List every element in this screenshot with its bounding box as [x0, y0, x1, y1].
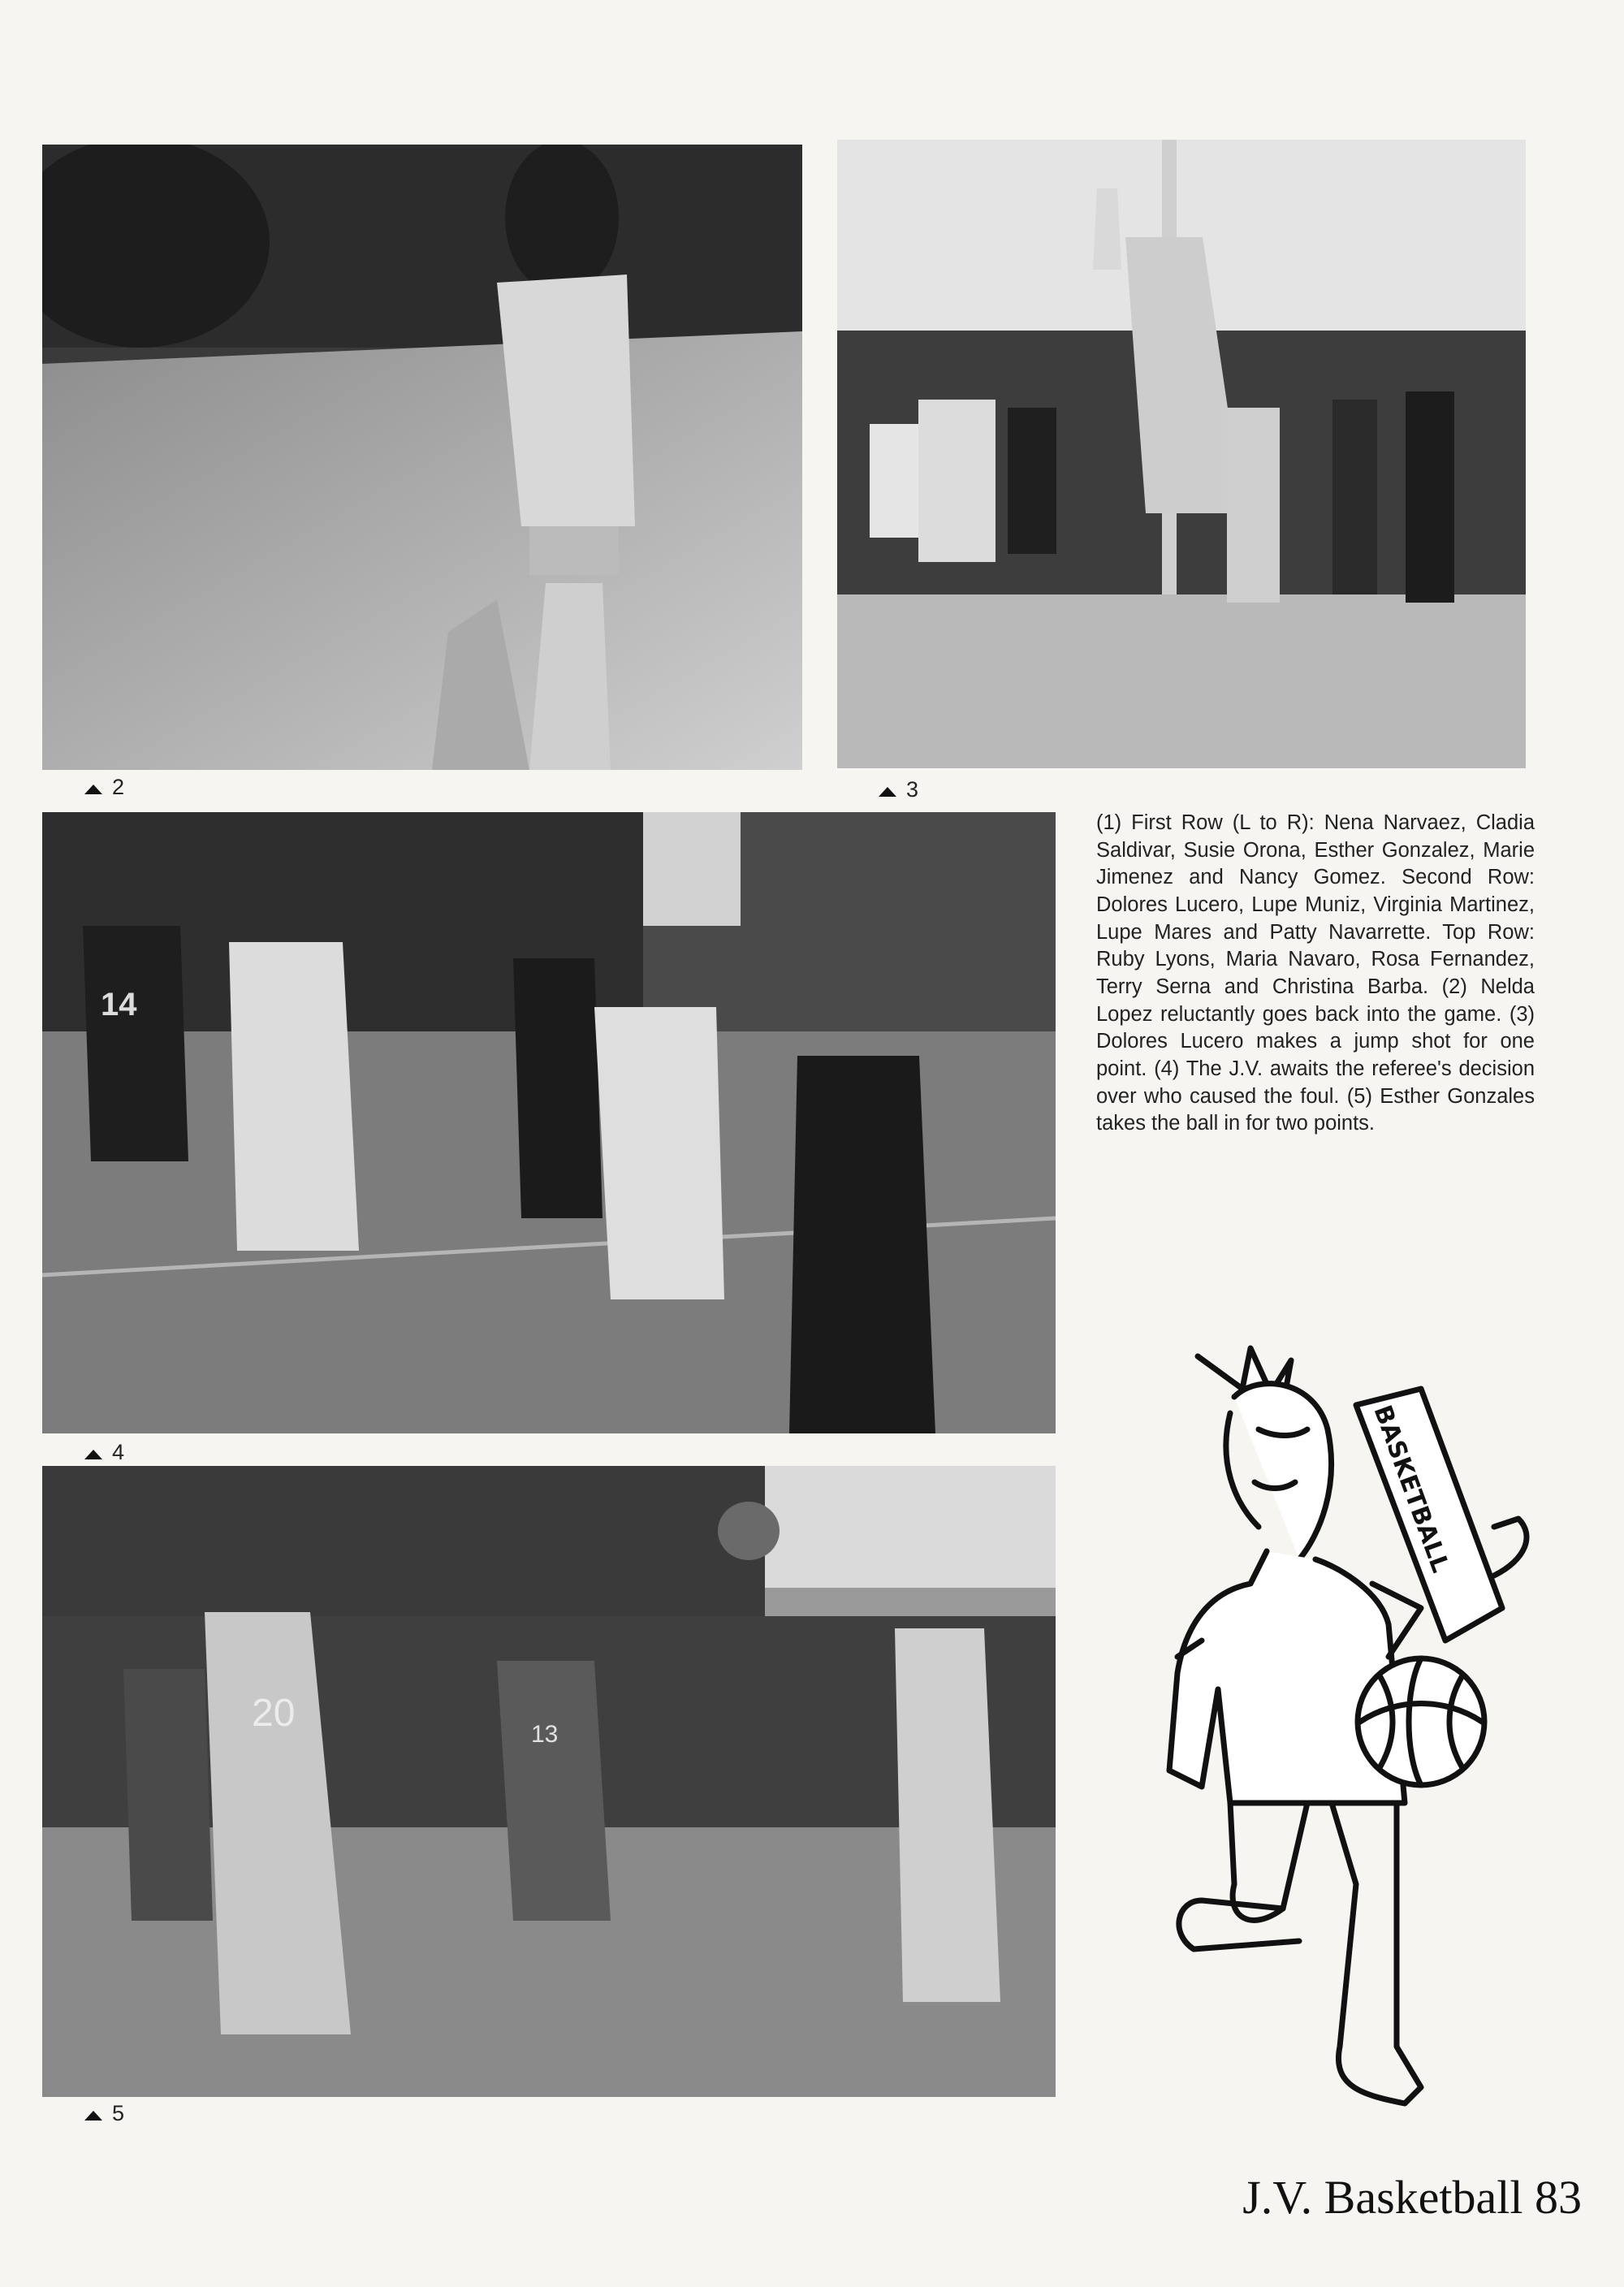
photo-3-number: 3: [879, 777, 918, 802]
photo-2: [42, 145, 802, 770]
photo-5: [42, 1466, 1056, 2097]
jersey-number-13: 13: [531, 1721, 559, 1748]
triangle-marker-icon: [84, 2111, 102, 2121]
triangle-marker-icon: [879, 787, 896, 797]
basketball-banner-text: BASKETBALL: [1367, 1401, 1455, 1576]
photo-2-number: 2: [84, 775, 124, 800]
jersey-number-14: 14: [101, 987, 137, 1022]
photo-3: [837, 140, 1526, 768]
section-title: J.V. Basketball: [1242, 2171, 1523, 2224]
photo-captions: (1) First Row (L to R): Nena Narvaez, Cladia Saldivar, Susie Orona, Esther Gonzalez, Marie Jimenez and Nancy Gomez. Second Row: Dolores Lucero, Lupe Muniz, Virginia Martinez, Lupe Mares and Patty Navarrette. Top Row: Ruby Lyons, Maria Navaro, Rosa Fernandez, Terry Serna and Christina Barba. (2) Nelda Lopez reluctantly goes back into the game. (3) Dolores Lucero makes a jump shot for one point. (4) The J.V. awaits the referee's decision over who caused the foul. (5) Esther Gonzales takes the ball in for two points.: [1096, 811, 1535, 1135]
photo-5-number: 5: [84, 2101, 124, 2126]
page-footer: [1242, 2170, 1582, 2224]
triangle-marker-icon: [84, 1450, 102, 1459]
photo-4: [42, 812, 1056, 1433]
basketball-player-mascot-illustration: [1153, 1316, 1535, 2128]
photo-4-number: 4: [84, 1440, 124, 1465]
page-number: 83: [1535, 2171, 1582, 2224]
jersey-number-20: 20: [252, 1692, 296, 1735]
triangle-marker-icon: [84, 785, 102, 794]
